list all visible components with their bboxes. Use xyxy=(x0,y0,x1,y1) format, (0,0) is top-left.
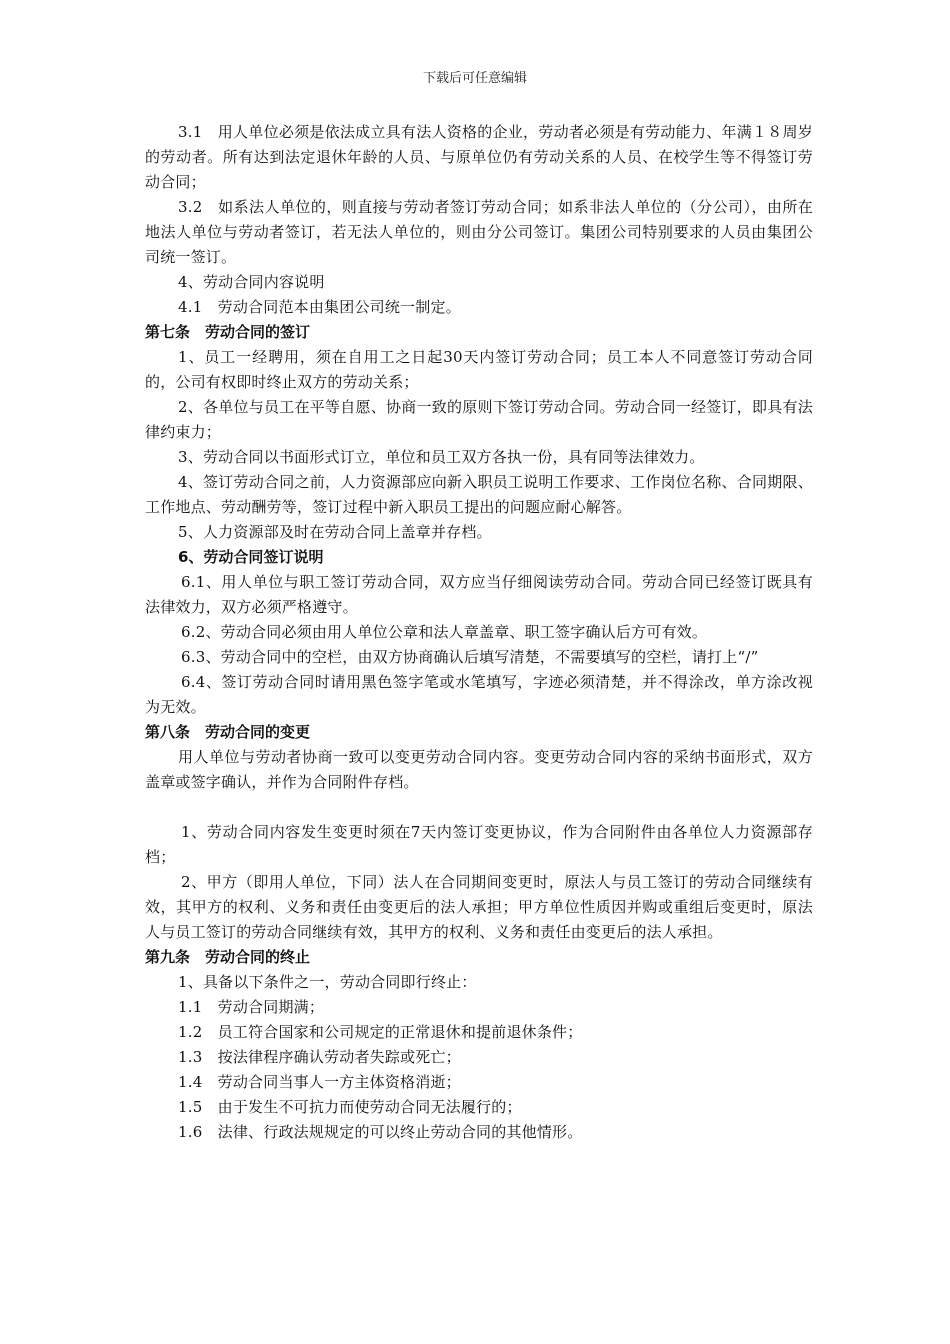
article-9-item-1-6: 1.6 法律、行政法规规定的可以终止劳动合同的其他情形。 xyxy=(178,1123,583,1141)
clause-3-1: 3.1 用人单位必须是依法成立具有法人资格的企业，劳动者必须是有劳动能力、年满１８周岁的劳动者。所有达到法定退休年龄的人员、与原单位仍有劳动关系的人员、在校学生等不得签订劳动合同； xyxy=(145,123,813,191)
clause-3-2: 3.2 如系法人单位的，则直接与劳动者签订劳动合同；如系非法人单位的（分公司），由所在地法人单位与劳动者签订，若无法人单位的，则由分公司签订。集团公司特别要求的人员由集团公司统一签订。 xyxy=(145,198,813,266)
article-7-item-6-1: 6.1、用人单位与职工签订劳动合同，双方应当仔细阅读劳动合同。劳动合同已经签订既具有法律效力，双方必须严格遵守。 xyxy=(145,573,813,616)
page-header: 下载后可任意编辑 xyxy=(422,71,527,86)
article-7-item-6-4: 6.4、签订劳动合同时请用黑色签字笔或水笔填写，字迹必须清楚，并不得涂改，单方涂改视为无效。 xyxy=(145,673,813,716)
article-9-item-1-2: 1.2 员工符合国家和公司规定的正常退休和提前退休条件； xyxy=(178,1023,583,1041)
article-9-item-1: 1、具备以下条件之一，劳动合同即行终止： xyxy=(178,973,477,991)
clause-4: 4、劳动合同内容说明 xyxy=(178,273,325,291)
article-8-item-1: 1、劳动合同内容发生变更时须在7天内签订变更协议，作为合同附件由各单位人力资源部存档； xyxy=(145,823,813,866)
article-8-item-2: 2、甲方（即用人单位，下同）法人在合同期间变更时，原法人与员工签订的劳动合同继续有效，其甲方的权利、义务和责任由变更后的法人承担；甲方单位性质因并购或重组后变更时，原法人与员工签订的劳动合同继续有效，其甲方的权利、义务和责任由变更后的法人承担。 xyxy=(145,873,813,941)
article-8-intro: 用人单位与劳动者协商一致可以变更劳动合同内容。变更劳动合同内容的采纳书面形式，双方盖章或签字确认，并作为合同附件存档。 xyxy=(145,748,813,791)
article-7-item-1: 1、员工一经聘用，须在自用工之日起30天内签订劳动合同；员工本人不同意签订劳动合同的，公司有权即时终止双方的劳动关系； xyxy=(145,348,813,391)
article-9-heading: 第九条 劳动合同的终止 xyxy=(145,948,311,966)
article-7-item-5: 5、人力资源部及时在劳动合同上盖章并存档。 xyxy=(178,523,492,541)
article-7-item-6-heading: 6、劳动合同签订说明 xyxy=(178,548,324,566)
clause-4-1: 4.1 劳动合同范本由集团公司统一制定。 xyxy=(178,298,461,316)
article-9-item-1-3: 1.3 按法律程序确认劳动者失踪或死亡； xyxy=(178,1048,461,1066)
article-7-heading: 第七条 劳动合同的签订 xyxy=(145,323,311,341)
article-9-item-1-4: 1.4 劳动合同当事人一方主体资格消逝； xyxy=(178,1073,461,1091)
article-8-heading: 第八条 劳动合同的变更 xyxy=(145,723,311,741)
document-body xyxy=(145,120,813,1145)
article-7-item-4: 4、签订劳动合同之前，人力资源部应向新入职员工说明工作要求、工作岗位名称、合同期限、工作地点、劳动酬劳等，签订过程中新入职员工提出的问题应耐心解答。 xyxy=(145,473,813,516)
article-7-item-6-3: 6.3、劳动合同中的空栏，由双方协商确认后填写清楚，不需要填写的空栏，请打上“/” xyxy=(181,648,759,666)
article-7-item-6-2: 6.2、劳动合同必须由用人单位公章和法人章盖章、职工签字确认后方可有效。 xyxy=(181,623,708,641)
article-9-item-1-5: 1.5 由于发生不可抗力而使劳动合同无法履行的； xyxy=(178,1098,522,1116)
article-7-item-2: 2、各单位与员工在平等自愿、协商一致的原则下签订劳动合同。劳动合同一经签订，即具有法律约束力； xyxy=(145,398,813,441)
article-7-item-3: 3、劳动合同以书面形式订立，单位和员工双方各执一份，具有同等法律效力。 xyxy=(178,448,705,466)
blank-line xyxy=(145,795,813,820)
article-9-item-1-1: 1.1 劳动合同期满； xyxy=(178,998,325,1016)
